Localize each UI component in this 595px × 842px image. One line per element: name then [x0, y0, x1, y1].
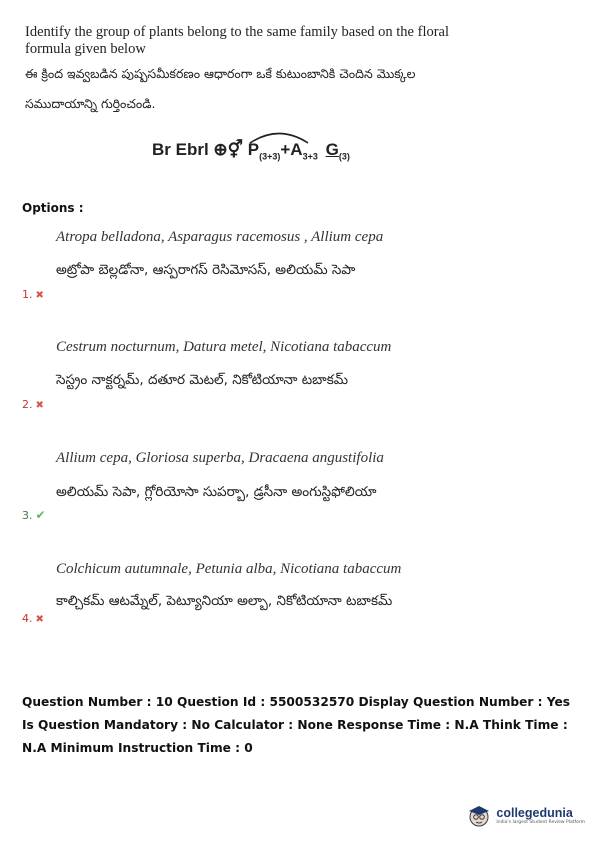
formula-p: P — [247, 140, 260, 159]
formula-gynoecium — [326, 140, 350, 161]
brand-logo — [466, 802, 585, 828]
option-3-number[interactable] — [22, 508, 46, 522]
formula-g-sub: (3) — [338, 151, 350, 162]
bisexual-icon: ⚥ — [227, 140, 244, 159]
formula-g: G — [325, 140, 339, 159]
question-text-telugu-line2: సముదాయాన్ని గుర్తించండి. — [25, 96, 156, 111]
formula-a-sub: 3+3 — [302, 151, 318, 162]
option-2-number-label: 2. — [22, 398, 33, 411]
option-2-number[interactable] — [22, 398, 44, 411]
option-3-telugu: అలియమ్ సెపా, గ్లోరియోసా సుపర్బా, డ్రసీనా అంగుస్టిఫోలియా — [56, 484, 377, 500]
option-3-english: Allium cepa, Gloriosa superba, Dracaena angustifolia — [56, 450, 384, 466]
option-1-number[interactable] — [22, 288, 44, 301]
formula-p-sub: (3+3) — [259, 151, 281, 162]
floral-formula — [152, 140, 350, 161]
formula-prefix: Br Ebrl — [152, 140, 209, 159]
student-mascot-icon — [466, 802, 492, 828]
option-4-english: Colchicum autumnale, Petunia alba, Nicotiana tabaccum — [56, 561, 402, 577]
cross-icon: ✖ — [35, 400, 44, 411]
question-metadata: Question Number : 10 Question Id : 5500532570 Display Question Number : Yes Is Question Mandatory : No Calculator : None Response Time : N.A Think Time : N.A Minimum Instruction Time : 0 — [22, 695, 571, 755]
question-text-english: Identify the group of plants belong to the same family based on the floral formula given below — [25, 24, 450, 57]
option-1-english: Atropa belladona, Asparagus racemosus , Allium cepa — [56, 229, 384, 245]
actinomorphic-icon: ⊕ — [213, 140, 228, 159]
option-4-number-label: 4. — [22, 612, 33, 625]
brand-tagline: India's largest Student Review Platform — [496, 819, 585, 825]
cross-icon: ✖ — [35, 614, 44, 625]
check-icon: ✔ — [35, 508, 46, 522]
brand-name: collegedunia — [496, 805, 573, 820]
option-1-number-label: 1. — [22, 288, 33, 301]
options-label: Options : — [22, 201, 84, 215]
question-text-telugu-line1: ఈ క్రింద ఇవ్వబడిన పుష్పసమీకరణం ఆధారంగా ఒకే కుటుంబానికి చెందిన మొక్కల — [25, 66, 416, 81]
option-2-english: Cestrum nocturnum, Datura metel, Nicotiana tabaccum — [56, 339, 392, 355]
formula-perianth-androecium — [248, 140, 318, 161]
option-3-number-label: 3. — [22, 509, 33, 522]
cross-icon: ✖ — [35, 290, 44, 301]
option-1-telugu: అట్రోపా బెల్లడోనా, ఆస్పరాగస్ రెసిమోసస్, అలియమ్ సెపా — [56, 262, 356, 278]
option-4-number[interactable] — [22, 612, 44, 625]
formula-a: +A — [280, 140, 303, 159]
option-4-telugu: కాల్చికమ్ ఆటమ్నేల్, పెట్యూనియా అల్బా, నికోటియానా టబాకమ్ — [56, 593, 393, 609]
option-2-telugu: సెస్ట్రం నాక్టర్నమ్, దతూర మెటల్, నికోటియానా టబాకమ్ — [56, 372, 349, 388]
epiphyllous-arc-icon — [248, 130, 310, 144]
